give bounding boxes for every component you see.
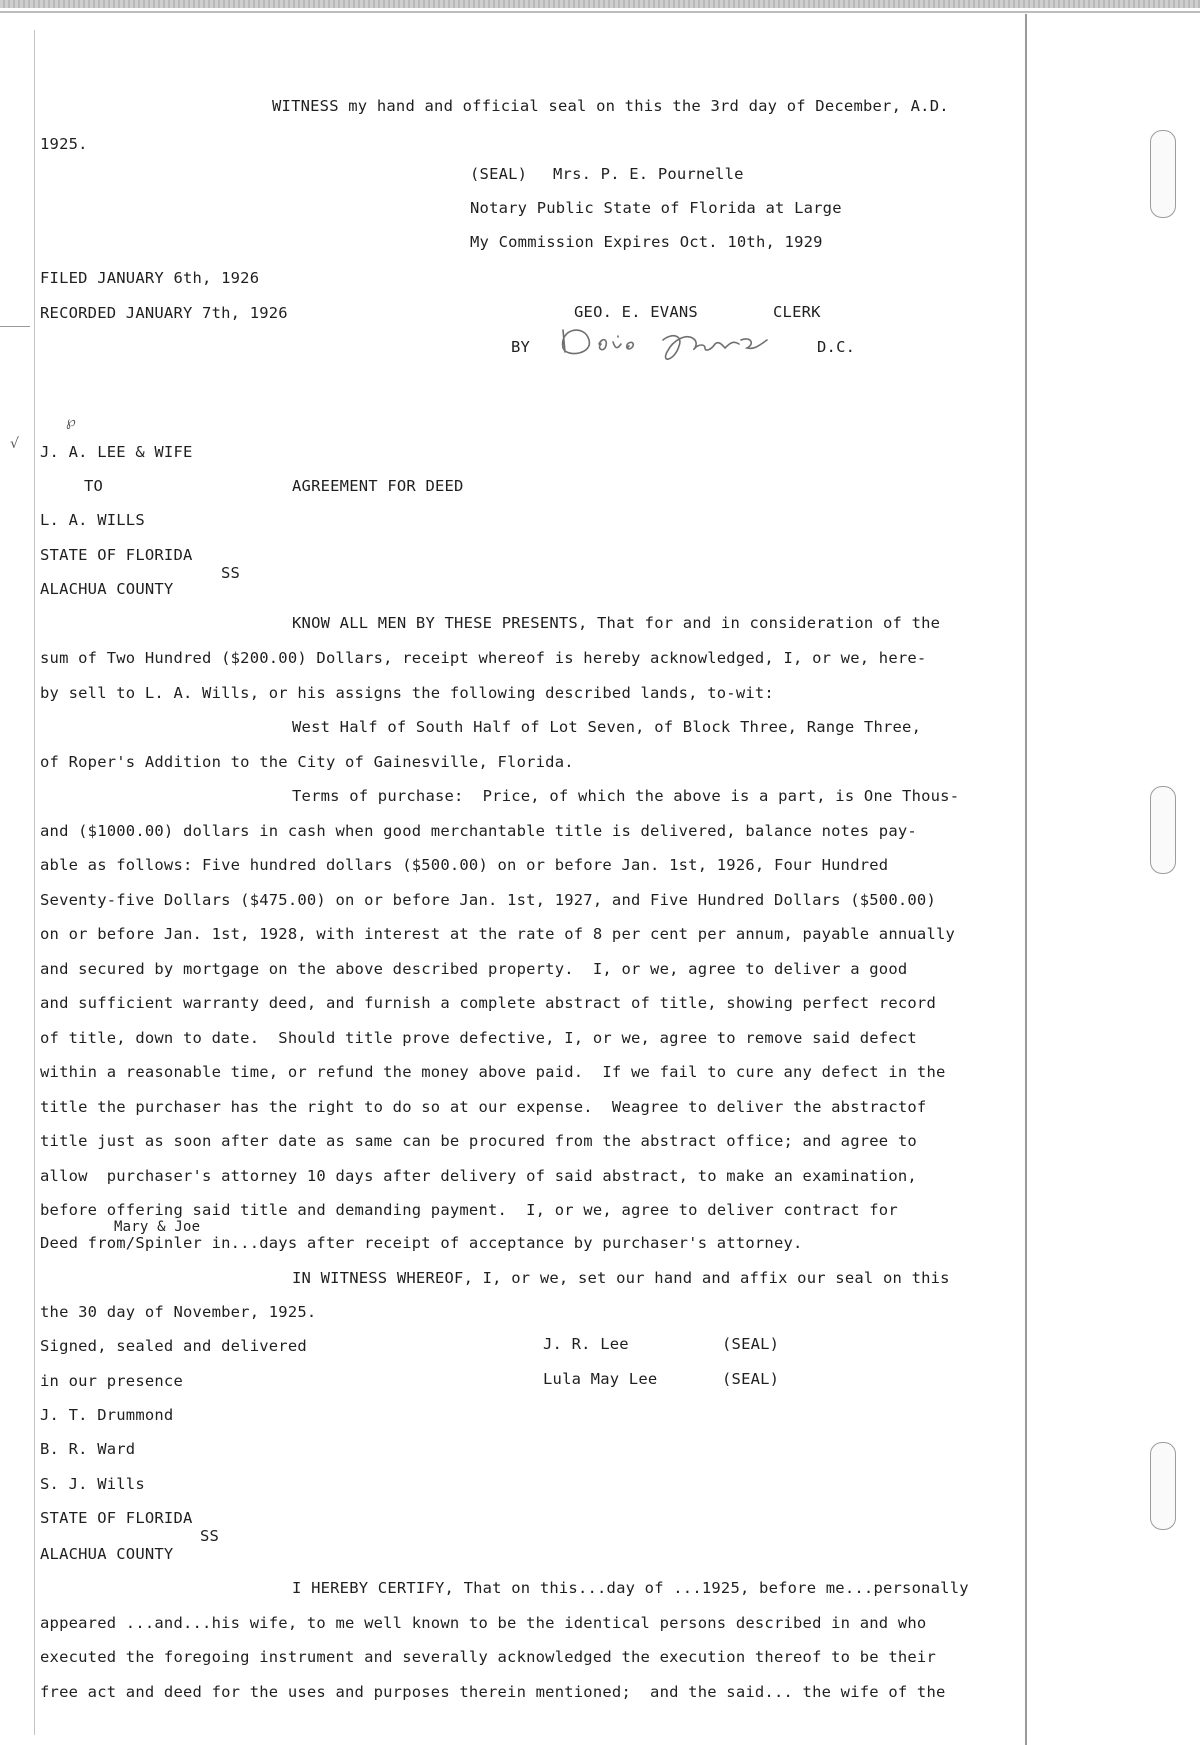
body-line: of Roper's Addition to the City of Gainesville, Florida. bbox=[40, 753, 574, 771]
grantee-name: L. A. WILLS bbox=[40, 511, 145, 529]
county-label: ALACHUA COUNTY bbox=[40, 580, 174, 598]
ack-county-label: ALACHUA COUNTY bbox=[40, 1545, 174, 1563]
signer-seal: (SEAL) bbox=[722, 1370, 780, 1388]
grantor-name: J. A. LEE & WIFE bbox=[40, 443, 193, 461]
body-line: by sell to L. A. Wills, or his assigns the following described lands, to-wit: bbox=[40, 684, 774, 702]
ack-line: executed the foregoing instrument and severally acknowledged the execution thereof to be their bbox=[40, 1648, 936, 1666]
state-label: STATE OF FLORIDA bbox=[40, 546, 193, 564]
signer-name: J. R. Lee bbox=[543, 1335, 629, 1353]
ack-state-label: STATE OF FLORIDA bbox=[40, 1509, 193, 1527]
ack-line: appeared ...and...his wife, to me well known to be the identical persons described in and who bbox=[40, 1614, 927, 1632]
body-line: Deed from/Spinler in...days after receipt of acceptance by purchaser's attorney. bbox=[40, 1234, 803, 1252]
margin-handwritten-mark: ℘ bbox=[66, 414, 76, 430]
notary-title: Notary Public State of Florida at Large bbox=[470, 199, 842, 217]
witness-name: S. J. Wills bbox=[40, 1475, 145, 1493]
by-label: BY bbox=[511, 338, 531, 356]
ack-line: I HEREBY CERTIFY, That on this...day of ...1925, before me...personally bbox=[292, 1579, 969, 1597]
body-line: title just as soon after date as same can be procured from the abstract office; and agree to bbox=[40, 1132, 917, 1150]
signed-sealed-label: Signed, sealed and delivered bbox=[40, 1337, 307, 1355]
body-line: sum of Two Hundred ($200.00) Dollars, receipt whereof is hereby acknowledged, I, or we, here- bbox=[40, 649, 927, 667]
witness-name: B. R. Ward bbox=[40, 1440, 136, 1458]
notary-name: Mrs. P. E. Pournelle bbox=[553, 165, 744, 183]
body-line: and ($1000.00) dollars in cash when good merchantable title is delivered, balance notes pay- bbox=[40, 822, 917, 840]
notary-commission: My Commission Expires Oct. 10th, 1929 bbox=[470, 233, 823, 251]
witness-year: 1925. bbox=[40, 135, 88, 153]
body-line: and secured by mortgage on the above described property. I, or we, agree to deliver a good bbox=[40, 960, 908, 978]
filed-date: FILED JANUARY 6th, 1926 bbox=[40, 269, 260, 287]
body-line: Seventy-five Dollars ($475.00) on or before Jan. 1st, 1927, and Five Hundred Dollars ($500.00) bbox=[40, 891, 936, 909]
ack-line: free act and deed for the uses and purposes therein mentioned; and the said... the wife of the bbox=[40, 1683, 946, 1701]
body-line: before offering said title and demanding payment. I, or we, agree to deliver contract for bbox=[40, 1201, 898, 1219]
witness-name: J. T. Drummond bbox=[40, 1406, 174, 1424]
ack-ss-label: SS bbox=[200, 1527, 220, 1545]
body-line: on or before Jan. 1st, 1928, with interest at the rate of 8 per cent per annum, payable annually bbox=[40, 925, 956, 943]
body-line: within a reasonable time, or refund the money above paid. If we fail to cure any defect in the bbox=[40, 1063, 946, 1081]
in-witness-line: IN WITNESS WHEREOF, I, or we, set our hand and affix our seal on this bbox=[292, 1269, 950, 1287]
interlined-names: Mary & Joe bbox=[114, 1219, 201, 1235]
deputy-clerk-label: D.C. bbox=[817, 338, 856, 356]
clerk-title: CLERK bbox=[773, 303, 821, 321]
clerk-name: GEO. E. EVANS bbox=[574, 303, 698, 321]
body-line: and sufficient warranty deed, and furnish a complete abstract of title, showing perfect record bbox=[40, 994, 936, 1012]
witness-line: WITNESS my hand and official seal on this the 3rd day of December, A.D. bbox=[272, 97, 949, 115]
body-line: allow purchaser's attorney 10 days after delivery of said abstract, to make an examination, bbox=[40, 1167, 917, 1185]
body-line: title the purchaser has the right to do so at our expense. Weagree to deliver the abstractof bbox=[40, 1098, 927, 1116]
to-label: TO bbox=[84, 477, 104, 495]
execution-date: the 30 day of November, 1925. bbox=[40, 1303, 317, 1321]
body-line: able as follows: Five hundred dollars ($500.00) on or before Jan. 1st, 1926, Four Hundred bbox=[40, 856, 889, 874]
presence-label: in our presence bbox=[40, 1372, 183, 1390]
body-line: KNOW ALL MEN BY THESE PRESENTS, That for and in consideration of the bbox=[292, 614, 941, 632]
document-title: AGREEMENT FOR DEED bbox=[292, 477, 464, 495]
body-line: West Half of South Half of Lot Seven, of Block Three, Range Three, bbox=[292, 718, 922, 736]
margin-check-mark: √ bbox=[10, 436, 19, 452]
notary-seal: (SEAL) bbox=[470, 165, 528, 183]
body-line: of title, down to date. Should title prove defective, I, or we, agree to remove said defect bbox=[40, 1029, 917, 1047]
ss-label: SS bbox=[221, 564, 241, 582]
signer-name: Lula May Lee bbox=[543, 1370, 658, 1388]
body-line: Terms of purchase: Price, of which the above is a part, is One Thous- bbox=[292, 787, 960, 805]
clerk-signature bbox=[555, 318, 805, 368]
signer-seal: (SEAL) bbox=[722, 1335, 780, 1353]
recorded-date: RECORDED JANUARY 7th, 1926 bbox=[40, 304, 288, 322]
